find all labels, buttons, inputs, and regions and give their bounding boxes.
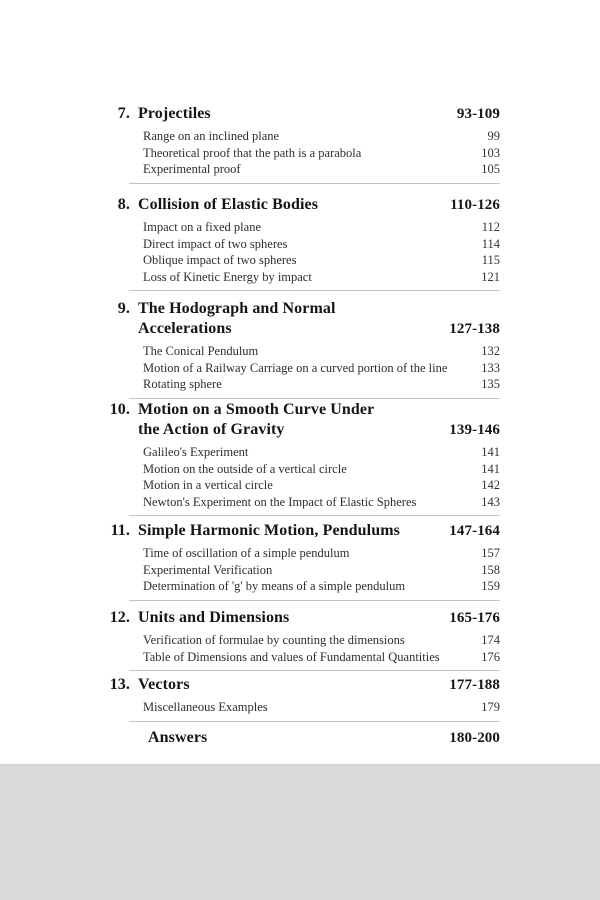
toc-entry-page: 103 (481, 145, 500, 160)
toc-entry (129, 649, 500, 666)
chapter-heading (102, 675, 500, 695)
chapter-title (138, 195, 450, 215)
toc-subentries (129, 545, 500, 601)
toc-section-11 (102, 521, 500, 601)
toc-entry (129, 360, 500, 377)
chapter-title-line: Accelerations (138, 320, 232, 337)
toc-section-7 (102, 104, 500, 184)
toc-entry-page: 159 (481, 579, 500, 593)
toc-entry-page: 143 (481, 494, 500, 509)
toc-section-10 (102, 400, 500, 516)
toc-section-13 (102, 675, 500, 722)
toc-entry-page: 176 (481, 649, 500, 664)
toc-entry-label: Theoretical proof that the path is a parabola (143, 145, 362, 160)
chapter-title-line: Collision of Elastic Bodies (138, 196, 319, 213)
toc-entry-page: 132 (481, 344, 500, 358)
toc-entry-page: 179 (481, 700, 500, 714)
toc-entry (129, 461, 500, 478)
chapter-title-line: the Action of Gravity (138, 421, 285, 438)
toc-entry-label: The Conical Pendulum (143, 344, 259, 358)
chapter-title (138, 675, 449, 695)
chapter-page-range: 93-109 (456, 106, 500, 122)
toc-entry (129, 632, 500, 649)
toc-entry (129, 578, 500, 595)
toc-entry (129, 145, 500, 162)
toc-entry-label: Experimental Verification (143, 562, 273, 577)
chapter-number: 10. (109, 401, 130, 418)
chapter-title-line: Units and Dimensions (138, 609, 290, 626)
toc-entry-label: Rotating sphere (143, 377, 222, 391)
toc-entry-label: Oblique impact of two spheres (143, 253, 297, 267)
toc-entry (129, 252, 500, 269)
chapter-heading (102, 521, 500, 541)
toc-entry-page: 142 (481, 478, 500, 492)
chapter-number: 7. (117, 105, 130, 122)
toc-entry (129, 343, 500, 360)
toc-entry (129, 269, 500, 286)
toc-entry-page: 114 (481, 236, 500, 251)
chapter-number: 8. (117, 196, 130, 213)
toc-subentries (129, 699, 500, 722)
chapter-title-line: Projectiles (138, 105, 211, 122)
toc-entry-label: Motion on the outside of a vertical circle (143, 461, 347, 476)
toc-entry (129, 376, 500, 393)
chapter-heading (102, 400, 500, 440)
chapter-title (138, 608, 449, 628)
toc-entry (129, 161, 500, 178)
toc-entry (129, 236, 500, 253)
toc-section-8 (102, 195, 500, 291)
chapter-title (138, 521, 449, 541)
chapter-page-range: 110-126 (450, 197, 500, 213)
toc-subentries (129, 219, 500, 291)
toc-entry (129, 477, 500, 494)
footer-gray-strip (0, 764, 600, 900)
toc-entry-page: 105 (481, 162, 500, 176)
toc-subentries (129, 444, 500, 516)
toc-entry (129, 699, 500, 716)
toc-subentries (129, 343, 500, 399)
chapter-number: 12. (109, 609, 130, 626)
chapter-page-range: 165-176 (449, 610, 500, 626)
chapter-title (138, 104, 457, 124)
toc-entry-label: Experimental proof (143, 162, 241, 176)
toc-entry (129, 128, 500, 145)
toc-entry (129, 494, 500, 511)
chapter-heading (102, 728, 500, 748)
chapter-heading (102, 299, 500, 339)
toc-entry-label: Motion in a vertical circle (143, 478, 273, 492)
toc-entry-label: Table of Dimensions and values of Fundamental Quantities (143, 649, 440, 664)
toc-section-9 (102, 299, 500, 399)
toc-section-answers (102, 728, 500, 748)
chapter-heading (102, 195, 500, 215)
chapter-page-range: 127-138 (449, 321, 500, 337)
chapter-number: 11. (110, 522, 130, 539)
chapter-title-line: Answers (148, 729, 208, 746)
chapter-number: 13. (109, 676, 130, 693)
chapter-page-range: 177-188 (449, 677, 500, 693)
toc-entry-label: Motion of a Railway Carriage on a curved portion of the line (143, 360, 448, 375)
toc-entry-page: 133 (481, 360, 500, 375)
toc-entry-label: Galileo's Experiment (143, 445, 249, 459)
chapter-page-range: 147-164 (449, 523, 500, 539)
toc-entry-page: 115 (481, 253, 500, 267)
chapter-title (138, 299, 449, 339)
toc-entry-label: Newton's Experiment on the Impact of Elastic Spheres (143, 494, 417, 509)
toc-entry (129, 219, 500, 236)
toc-entry-page: 141 (481, 461, 500, 476)
toc-subentries (129, 128, 500, 184)
toc-entry-page: 121 (481, 269, 500, 284)
chapter-title (138, 728, 449, 748)
toc-entry-page: 157 (481, 546, 500, 560)
toc-subentries (129, 632, 500, 671)
chapter-title (138, 400, 449, 440)
toc-entry-label: Impact on a fixed plane (143, 220, 262, 234)
chapter-title-line: Simple Harmonic Motion, Pendulums (138, 522, 400, 539)
toc-entry-page: 174 (481, 633, 500, 647)
toc-entry-label: Miscellaneous Examples (143, 700, 268, 714)
toc-entry-label: Time of oscillation of a simple pendulum (143, 546, 350, 560)
toc-entry-page: 141 (481, 445, 500, 459)
toc-entry-label: Loss of Kinetic Energy by impact (143, 269, 312, 284)
toc-section-12 (102, 608, 500, 671)
toc-entry (129, 562, 500, 579)
chapter-page-range: 139-146 (449, 422, 500, 438)
toc-entry (129, 444, 500, 461)
toc-entry-page: 158 (481, 562, 500, 577)
chapter-page-range: 180-200 (449, 730, 500, 746)
chapter-title-line: The Hodograph and Normal (138, 300, 336, 317)
chapter-title-line: Motion on a Smooth Curve Under (138, 401, 375, 418)
toc-entry-label: Direct impact of two spheres (143, 236, 288, 251)
toc-entry-page: 99 (487, 129, 500, 143)
chapter-title-line: Vectors (138, 676, 190, 693)
toc-entry-page: 135 (481, 377, 500, 391)
chapter-number: 9. (117, 300, 130, 317)
toc-entry (129, 545, 500, 562)
chapter-heading (102, 608, 500, 628)
toc-entry-page: 112 (481, 220, 500, 234)
toc-entry-label: Verification of formulae by counting the dimensions (143, 633, 405, 647)
toc-entry-label: Determination of 'g' by means of a simple pendulum (143, 579, 406, 593)
toc-entry-label: Range on an inclined plane (143, 129, 280, 143)
chapter-heading (102, 104, 500, 124)
